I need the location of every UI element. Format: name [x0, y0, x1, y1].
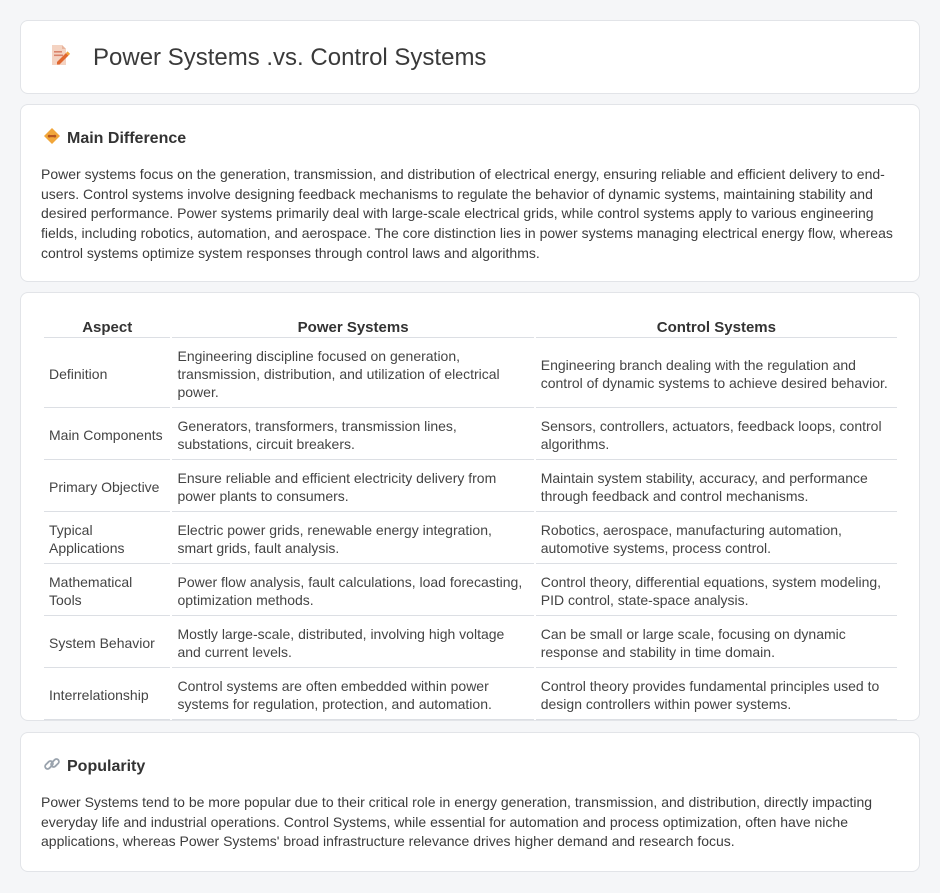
- popularity-card: [20, 732, 920, 872]
- row-power: Control systems are often embedded within power systems for regulation, protection, and automation.: [172, 670, 533, 720]
- header-power-systems: Power Systems: [172, 317, 533, 338]
- row-aspect: Interrelationship: [44, 670, 170, 720]
- popularity-text: Power Systems tend to be more popular due to their critical role in energy generation, transmission, and distribution, directly impacting everyday life and industrial operations. Control Systems, while essential for automation and process optimization, often have niche applications, whereas Power Systems' broad infrastructure relevance drives higher demand and research focus.: [41, 794, 873, 850]
- row-control: Engineering branch dealing with the regulation and control of dynamic systems to achieve desired behavior.: [536, 340, 897, 408]
- row-aspect: Primary Objective: [44, 462, 170, 512]
- table-row: [44, 410, 897, 460]
- row-aspect: System Behavior: [44, 618, 170, 668]
- table-row: [44, 514, 897, 564]
- comparison-card: [20, 292, 920, 721]
- title-card: [20, 20, 920, 94]
- table-header-row: [44, 317, 897, 338]
- row-control: Maintain system stability, accuracy, and performance through feedback and control mechanisms.: [536, 462, 897, 512]
- main-difference-card: [20, 104, 920, 282]
- table-row: [44, 340, 897, 408]
- row-aspect: Main Components: [44, 410, 170, 460]
- row-power: Engineering discipline focused on generation, transmission, distribution, and utilization of electrical power.: [172, 340, 533, 408]
- row-power: Electric power grids, renewable energy integration, smart grids, fault analysis.: [172, 514, 533, 564]
- popularity-title: Popularity: [67, 757, 146, 775]
- comparison-table: [42, 315, 899, 722]
- row-aspect: Mathematical Tools: [44, 566, 170, 616]
- diamond-warning-icon: [43, 127, 61, 150]
- row-power: Power flow analysis, fault calculations, load forecasting, optimization methods.: [172, 566, 533, 616]
- row-control: Control theory, differential equations, system modeling, PID control, state-space analysis.: [536, 566, 897, 616]
- document-edit-icon: [47, 43, 71, 72]
- row-aspect: Typical Applications: [44, 514, 170, 564]
- main-difference-text: Power systems focus on the generation, transmission, and distribution of electrical energy, ensuring reliable and efficient delivery to end-users. Control systems involve designing feedback mechanisms to regulate the behavior of dynamic systems, maintaining stability and desired performance. Power systems primarily deal with large-scale electrical grids, while control systems apply to various engineering fields, including robotics, automation, and aerospace. The core distinction lies in power systems managing electrical energy flow, whereas control systems optimize system responses through control laws and algorithms.: [41, 166, 893, 261]
- row-aspect: Definition: [44, 340, 170, 408]
- header-control-systems: Control Systems: [536, 317, 897, 338]
- row-control: Can be small or large scale, focusing on dynamic response and stability in time domain.: [536, 618, 897, 668]
- main-difference-title: Main Difference: [67, 129, 187, 147]
- header-aspect: Aspect: [44, 317, 170, 338]
- page-title: Power Systems .vs. Control Systems: [93, 43, 487, 71]
- row-power: Generators, transformers, transmission lines, substations, circuit breakers.: [172, 410, 533, 460]
- table-row: [44, 618, 897, 668]
- row-power: Mostly large-scale, distributed, involving high voltage and current levels.: [172, 618, 533, 668]
- link-icon: [43, 755, 61, 778]
- table-row: [44, 462, 897, 512]
- row-power: Ensure reliable and efficient electricity delivery from power plants to consumers.: [172, 462, 533, 512]
- table-row: [44, 566, 897, 616]
- row-control: Sensors, controllers, actuators, feedback loops, control algorithms.: [536, 410, 897, 460]
- table-row: [44, 670, 897, 720]
- row-control: Control theory provides fundamental principles used to design controllers within power systems.: [536, 670, 897, 720]
- row-control: Robotics, aerospace, manufacturing automation, automotive systems, process control.: [536, 514, 897, 564]
